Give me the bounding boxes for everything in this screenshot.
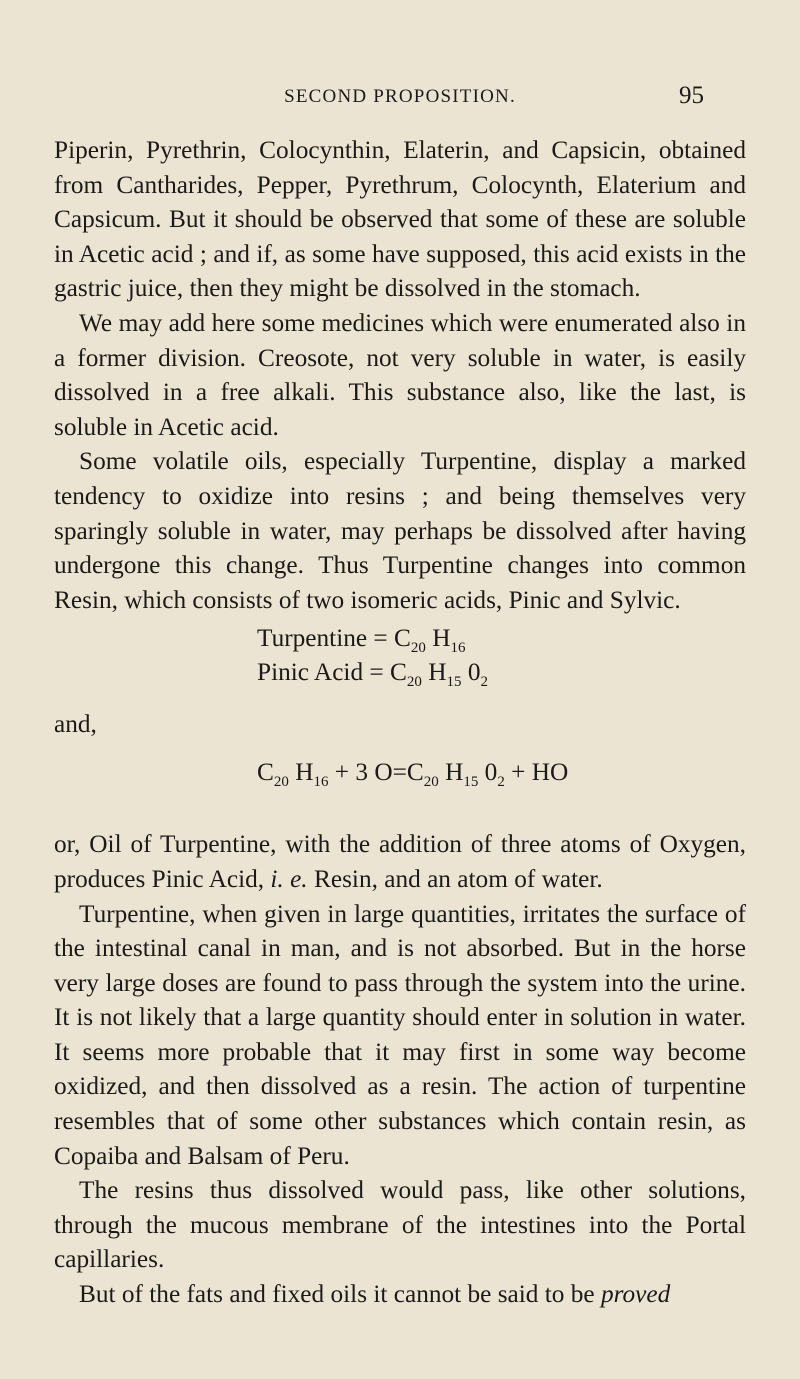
running-title: SECOND PROPOSITION. bbox=[284, 86, 516, 107]
formula-reaction: $C_{20}$ $H_{16} + 3$ $O=C_{20}$ $H_{15}$ $0_2$ + HO bbox=[257, 758, 569, 791]
page-body bbox=[54, 133, 746, 1312]
formula-pinic-acid: Pinic Acid = $C_{20}$ $H_{15}$ $0_2$ bbox=[257, 658, 488, 691]
and-label: and, bbox=[54, 710, 97, 739]
emphasis-proved: proved bbox=[600, 1280, 671, 1309]
paragraph-1: Piperin, Pyrethrin, Colocynthin, Elaterin, and Capsicin, obtained from Cantharides, Pepper, Pyrethrum, Colocynth, Elaterium and Capsicum. But it should be observed that some of these are soluble in Acetic acid ; and if, as some have supposed, this acid exists in the gastric juice, then they might be dissolved in the stomach. bbox=[54, 136, 746, 303]
paragraph-5: Turpentine, when given in large quantities, irritates the surface of the intestinal canal in man, and is not absorbed. But in the horse very large doses are found to pass through the system into the urine. It is not likely that a large quantity should enter in solution in water. It seems more probable that it may first in some way become oxidized, and then dissolved as a resin. The action of turpentine resembles that of some other substances which contain resin, as Copaiba and Balsam of Peru. bbox=[54, 899, 746, 1170]
ie-abbrev: i. e. bbox=[270, 864, 308, 893]
running-head bbox=[0, 82, 800, 116]
paragraph-2: We may add here some medicines which were enumerated also in a former division. Creosote, not very soluble in water, is easily dissolved in a free alkali. This substance also, like the last, is soluble in Acetic acid. bbox=[54, 308, 746, 441]
paragraph-6: The resins thus dissolved would pass, like other solutions, through the mucous membrane of the intestines into the Portal capillaries. bbox=[54, 1176, 746, 1274]
paragraph-3: Some volatile oils, especially Turpentine, display a marked tendency to oxidize into resins ; and being themselves very sparingly soluble in water, may perhaps be dissolved after having undergone this change. Thus Turpentine changes into common Resin, which consists of two isomeric acids, Pinic and Sylvic. bbox=[54, 447, 746, 614]
page-number: 95 bbox=[679, 82, 704, 109]
formula-turpentine: Turpentine = $C_{20}$ $H_{16}$ bbox=[257, 624, 466, 657]
formula-block bbox=[54, 617, 746, 827]
paragraph-7: But of the fats and fixed oils it cannot be said to be proved bbox=[79, 1280, 671, 1309]
paragraph-4: or, Oil of Turpentine, with the addition of three atoms of Oxygen, produces Pinic Acid, i. e. Resin, and an atom of water. bbox=[54, 830, 746, 893]
